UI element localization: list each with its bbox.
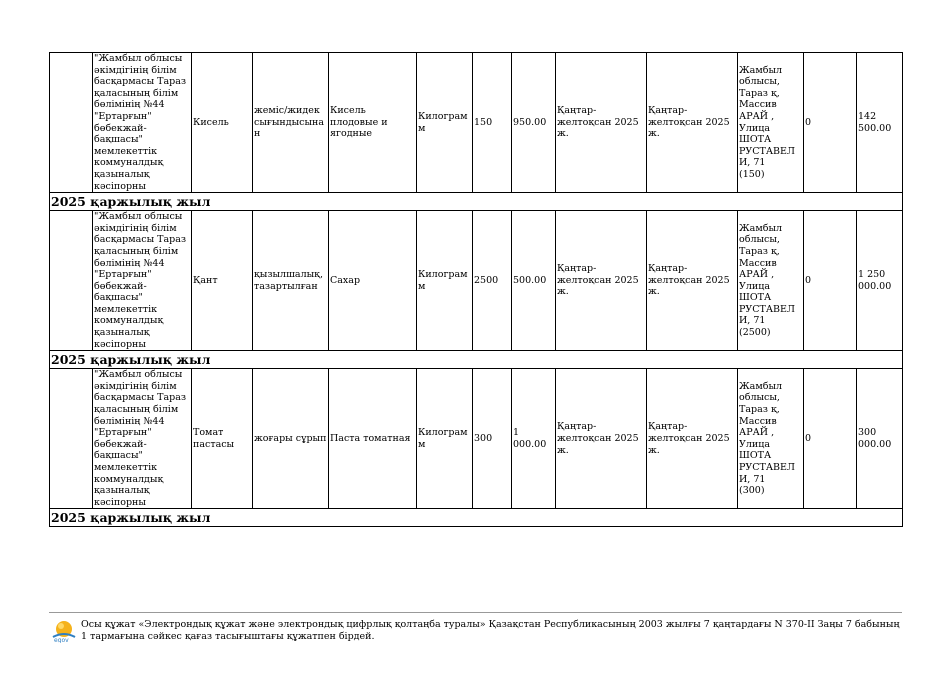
- delivery-period-cell: Қаңтар-желтоқсан 2025 ж.: [556, 369, 647, 509]
- price-cell: 950.00: [512, 53, 556, 193]
- table-row: [50, 369, 903, 509]
- delivery-address-cell: Жамбыл облысы, Тараз қ, Массив АРАЙ , Улица ШОТА РУСТАВЕЛИ, 71 (150): [738, 53, 804, 193]
- item-name-ru-cell: Кисель плодовые и ягодные: [329, 53, 417, 193]
- svg-text:egov: egov: [54, 637, 69, 643]
- legal-notice: Осы құжат «Электрондық құжат және электрондық цифрлық қолтаңба туралы» Қазақстан Республикасының 2003 жылғы 7 қаңтардағы N 370-II Заңы 7 бабының 1 тармағына сәйкес қағаз тасығыштағы құжатпен бірдей.: [81, 619, 900, 642]
- price-cell: 1 000.00: [512, 369, 556, 509]
- advance-cell: 0: [804, 369, 857, 509]
- financial-year-label: 2025 қаржылық жыл: [50, 351, 903, 369]
- item-name-kz-cell: Кисель: [192, 53, 253, 193]
- amount-cell: 300 000.00: [857, 369, 903, 509]
- year-row: [50, 509, 903, 527]
- item-characteristic-cell: жеміс/жидек сығындысынан: [253, 53, 329, 193]
- year-row: [50, 351, 903, 369]
- item-name-kz-cell: Қант: [192, 211, 253, 351]
- item-characteristic-cell: жоғары сұрып: [253, 369, 329, 509]
- contract-period-cell: Қаңтар-желтоқсан 2025 ж.: [647, 211, 738, 351]
- quantity-cell: 2500: [473, 211, 512, 351]
- financial-year-label: 2025 қаржылық жыл: [50, 509, 903, 527]
- financial-year-label: 2025 қаржылық жыл: [50, 193, 903, 211]
- unit-cell: Килограмм: [417, 211, 473, 351]
- contract-period-cell: Қаңтар-желтоқсан 2025 ж.: [647, 53, 738, 193]
- delivery-address-cell: Жамбыл облысы, Тараз қ, Массив АРАЙ , Улица ШОТА РУСТАВЕЛИ, 71 (300): [738, 369, 804, 509]
- document-footer: [49, 612, 902, 643]
- year-row: [50, 193, 903, 211]
- amount-cell: 1 250 000.00: [857, 211, 903, 351]
- table-row: [50, 211, 903, 351]
- item-characteristic-cell: қызылшалық, тазартылған: [253, 211, 329, 351]
- table-row: [50, 53, 903, 193]
- contract-period-cell: Қаңтар-желтоқсан 2025 ж.: [647, 369, 738, 509]
- unit-cell: Килограмм: [417, 53, 473, 193]
- row-number-cell: [50, 211, 93, 351]
- delivery-address-cell: Жамбыл облысы, Тараз қ, Массив АРАЙ , Улица ШОТА РУСТАВЕЛИ, 71 (2500): [738, 211, 804, 351]
- quantity-cell: 150: [473, 53, 512, 193]
- unit-cell: Килограмм: [417, 369, 473, 509]
- advance-cell: 0: [804, 211, 857, 351]
- delivery-period-cell: Қаңтар-желтоқсан 2025 ж.: [556, 53, 647, 193]
- quantity-cell: 300: [473, 369, 512, 509]
- delivery-period-cell: Қаңтар-желтоқсан 2025 ж.: [556, 211, 647, 351]
- amount-cell: 142 500.00: [857, 53, 903, 193]
- customer-organization-cell: "Жамбыл облысы әкімдігінің білім басқармасы Тараз қаласының білім бөлімінің №44 "Ертарғын" бөбекжай-бақшасы" мемлекеттік коммуналдық қазыналық кәсіпорны: [93, 211, 192, 351]
- item-name-kz-cell: Томат пастасы: [192, 369, 253, 509]
- e-gov-sun-logo-icon: [51, 619, 77, 643]
- row-number-cell: [50, 53, 93, 193]
- row-number-cell: [50, 369, 93, 509]
- customer-organization-cell: "Жамбыл облысы әкімдігінің білім басқармасы Тараз қаласының білім бөлімінің №44 "Ертарғын" бөбекжай-бақшасы" мемлекеттік коммуналдық қазыналық кәсіпорны: [93, 53, 192, 193]
- item-name-ru-cell: Паста томатная: [329, 369, 417, 509]
- advance-cell: 0: [804, 53, 857, 193]
- customer-organization-cell: "Жамбыл облысы әкімдігінің білім басқармасы Тараз қаласының білім бөлімінің №44 "Ертарғын" бөбекжай-бақшасы" мемлекеттік коммуналдық қазыналық кәсіпорны: [93, 369, 192, 509]
- procurement-table: [49, 52, 903, 527]
- item-name-ru-cell: Сахар: [329, 211, 417, 351]
- price-cell: 500.00: [512, 211, 556, 351]
